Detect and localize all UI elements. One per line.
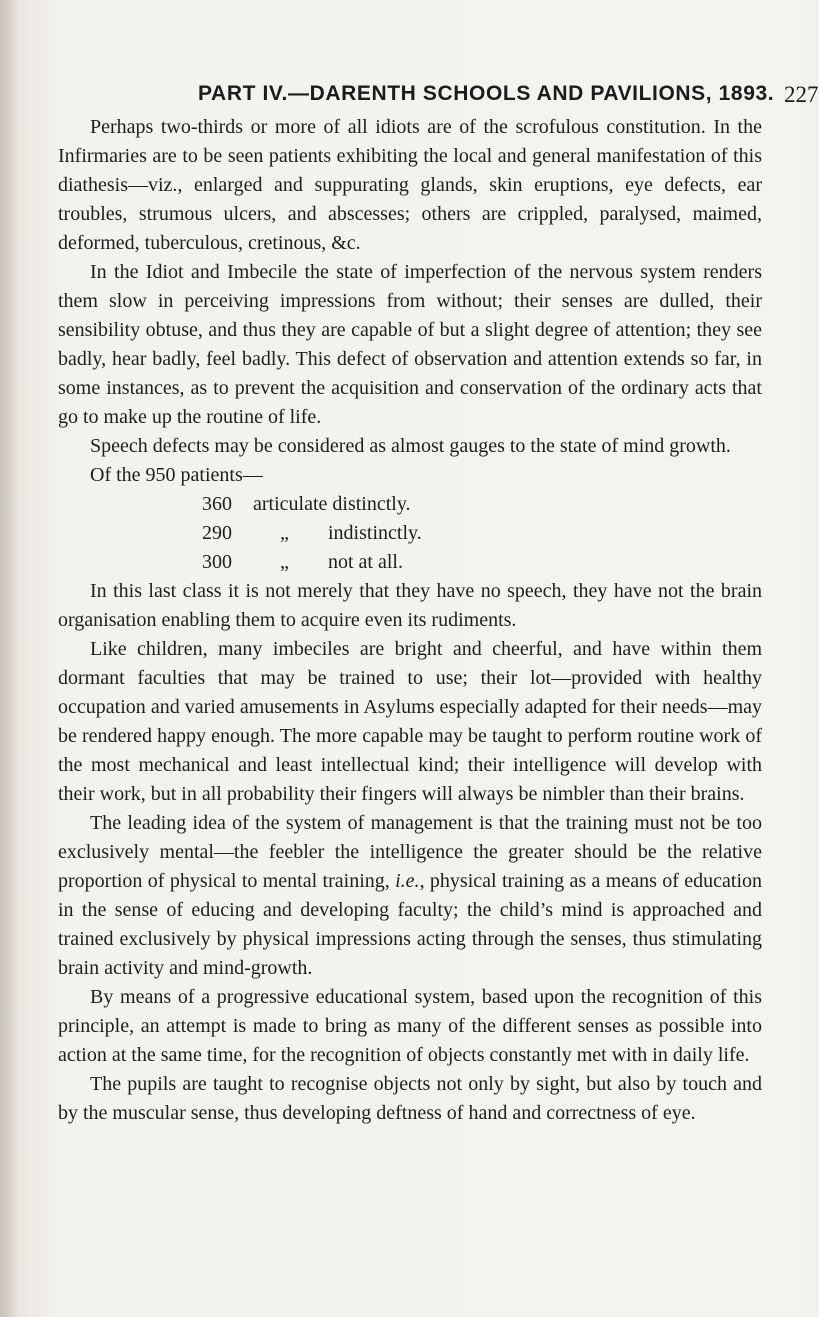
paragraph-nervous-system: In the Idiot and Imbecile the state of imperfection of the nervous system renders them slow in perceiving impressions from without; their senses are dulled, their sensibility obtuse, and thus they are capable of but a slight degree of attention; they see badly, hear badly, feel badly. This defect of observation and attention extends so far, in some instances, as to prevent the acquisition and conservation of the ordinary acts that go to make up the routine of life. [58, 261, 762, 428]
list-item [58, 490, 762, 519]
ie-abbreviation: i.e. [395, 870, 420, 892]
paragraph-scrofulous: Perhaps two-thirds or more of all idiots are of the scrofulous constitution. In the Infirmaries are to be seen patients exhibiting the local and general manifestation of this diathesis—viz., enlarged and suppurating glands, skin eruptions, eye defects, ear troubles, strumous ulcers, and abscesses; others are crippled, paralysed, maimed, deformed, tuberculous, cretinous, &c. [58, 116, 762, 254]
list-item [58, 519, 762, 548]
patient-count: 290 [202, 522, 232, 544]
paragraph-like-children: Like children, many imbeciles are bright and cheerful, and have within them dormant faculties that may be trained to use; their lot—provided with healthy occupation and varied amusements in Asylums especially adapted for their needs—may be rendered happy enough. The more capable may be taught to perform routine work of the most mechanical and least intellectual kind; their intelligence will develop with their work, but in all probability their fingers will always be nimbler than their brains. [58, 638, 762, 805]
speech-statistics-list [58, 490, 762, 577]
paragraph-no-speech: In this last class it is not merely that they have no speech, they have not the brain organisation enabling them to acquire even its rudiments. [58, 580, 762, 631]
paragraph-speech-defects: Speech defects may be considered as almost gauges to the state of mind growth. [90, 435, 731, 457]
paragraph-patients-intro: Of the 950 patients— [90, 464, 263, 486]
page-number: 227 [784, 82, 819, 107]
list-item [58, 548, 762, 577]
speech-description: articulate distinctly. [253, 493, 411, 515]
running-header [198, 82, 819, 107]
ditto-mark: „ [280, 551, 289, 573]
patient-count: 300 [202, 551, 232, 573]
page-body [58, 113, 762, 1128]
patient-count: 360 [202, 493, 232, 515]
paragraph-recognise-objects: The pupils are taught to recognise objects not only by sight, but also by touch and by the muscular sense, thus developing deftness of hand and correctness of eye. [58, 1073, 762, 1124]
paragraph-progressive-system: By means of a progressive educational system, based upon the recognition of this principle, an attempt is made to bring as many of the different senses as possible into action at the same time, for the recognition of objects constantly met with in daily life. [58, 986, 762, 1066]
ditto-mark: „ [280, 522, 289, 544]
running-title: PART IV.—DARENTH SCHOOLS AND PAVILIONS, 1893. [198, 82, 775, 105]
paragraph-system-of-management: The leading idea of the system of management is that the training must not be too exclusively mental—the feebler the intelligence the greater should be the relative proportion of physical to mental training, i.e., physical training as a means of education in the sense of educing and developing faculty; the child’s mind is approached and trained exclusively by physical impressions acting through the senses, thus stimulating brain activity and mind-growth. [58, 812, 762, 979]
binding-gutter-shadow [0, 0, 18, 1317]
speech-description: not at all. [328, 551, 403, 573]
speech-description: indistinctly. [328, 522, 422, 544]
